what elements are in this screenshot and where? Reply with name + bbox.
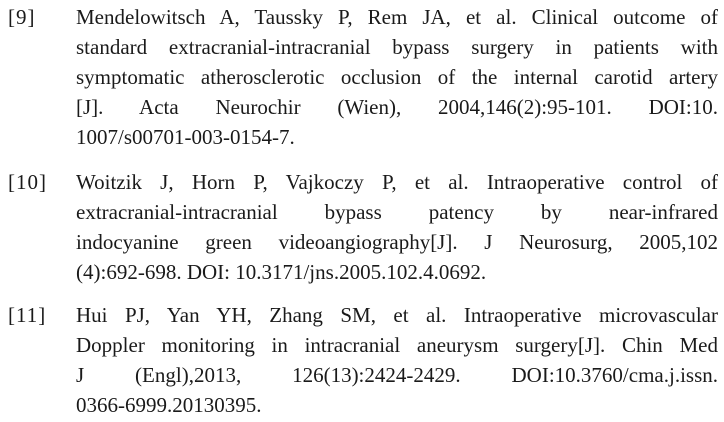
reference-line: symptomatic atherosclerotic occlusion of the internal carotid artery — [76, 65, 718, 89]
reference-line: (4):692-698. DOI: 10.3171/jns.2005.102.4.0692. — [76, 260, 487, 284]
reference-text — [76, 2, 718, 152]
reference-line: 1007/s00701-003-0154-7. — [76, 125, 295, 149]
reference-line: extracranial-intracranial bypass patency by near-infrared — [76, 200, 718, 224]
reference-number: [11] — [8, 303, 47, 327]
reference-text — [76, 300, 718, 420]
reference-line: standard extracranial-intracranial bypass surgery in patients with — [76, 35, 718, 59]
reference-line: Mendelowitsch A, Taussky P, Rem JA, et al. Clinical outcome of — [76, 5, 718, 29]
reference-line: 0366-6999.20130395. — [76, 393, 262, 417]
reference-line: J (Engl),2013, 126(13):2424-2429. DOI:10.3760/cma.j.issn. — [76, 363, 718, 387]
reference-number: [9] — [8, 5, 36, 29]
reference-line: [J]. Acta Neurochir (Wien), 2004,146(2):95-101. DOI:10. — [76, 95, 718, 119]
reference-line: Hui PJ, Yan YH, Zhang SM, et al. Intraoperative microvascular — [76, 303, 718, 327]
reference-line: Doppler monitoring in intracranial aneurysm surgery[J]. Chin Med — [76, 333, 718, 357]
reference-line: indocyanine green videoangiography[J]. J Neurosurg, 2005,102 — [76, 230, 718, 254]
reference-number: [10] — [8, 170, 47, 194]
reference-line: Woitzik J, Horn P, Vajkoczy P, et al. Intraoperative control of — [76, 170, 718, 194]
reference-text — [76, 167, 718, 287]
